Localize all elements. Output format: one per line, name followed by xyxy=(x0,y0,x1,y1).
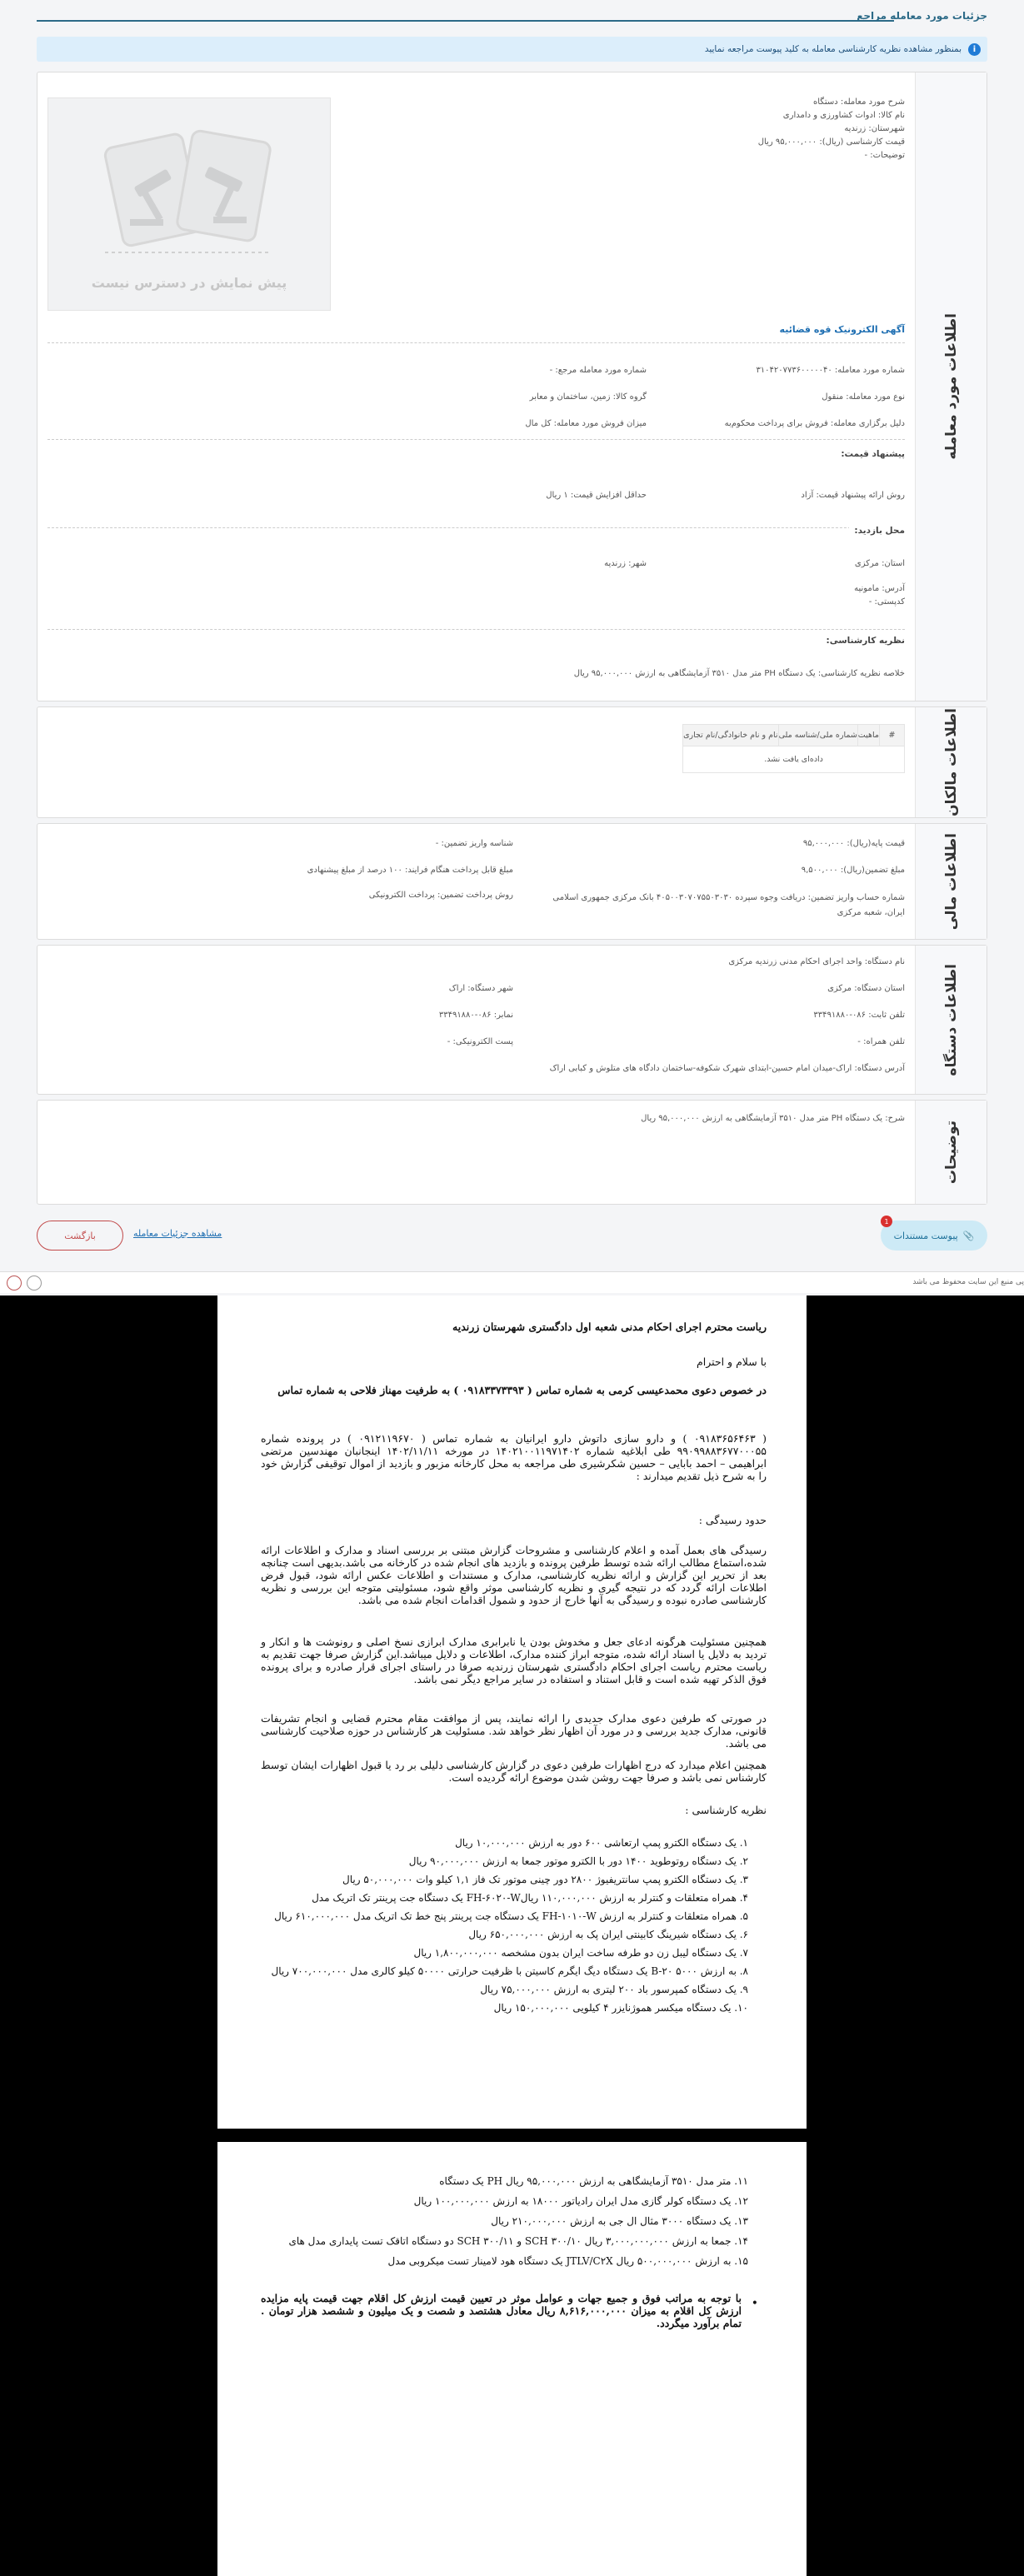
info-notice xyxy=(37,37,987,62)
col-national-id: شماره ملی/شناسه ملی xyxy=(778,725,857,746)
deposit-id: شناسه واریز تضمین: - xyxy=(435,839,513,848)
letter-greeting: با سلام و احترام xyxy=(697,1355,767,1368)
letter-subject: در خصوص دعوی محمدعیسی کرمی به شماره تماس ( ۰۹۱۸۳۳۷۳۳۹۳ ) به طرفیت مهناز فلاحی به شماره تماس xyxy=(277,1384,767,1396)
owners-side xyxy=(915,707,987,817)
unit-city: شهر دستگاه: اراک xyxy=(448,984,513,993)
notes-side xyxy=(915,1101,987,1204)
list-item: ۷. یک دستگاه لیبل زن دو طرفه ساخت ایران بدون مشخصه ۱,۸۰۰,۰۰۰,۰۰۰ ریال xyxy=(413,1947,748,1959)
unit-heading: اطلاعات دستگاه xyxy=(942,963,960,1076)
deal-ref-number: شماره مورد معامله مرجع: - xyxy=(549,366,647,375)
offer-min: حداقل افزایش قیمت: ۱ ریال xyxy=(546,491,647,500)
owners-table xyxy=(682,724,905,773)
attachments-button[interactable] xyxy=(881,1217,987,1251)
list-item: ۱۲. یک دستگاه کولر گازی مدل ایران رادیاتور ۱۸۰۰۰ به ارزش ۱۰۰,۰۰۰,۰۰۰ ریال xyxy=(413,2195,748,2207)
offer-heading: پیشنهاد قیمت: xyxy=(841,449,905,459)
list-item: ۸. به ارزش ۵۰۰۰ B-۲۰ یک دستگاه دیگ ایگرم کاسیتن با ظرفیت حرارتی ۵۰۰۰۰ کیلو کالری مدل ۷۰۰,۰۰۰,۰۰۰ ریال xyxy=(271,1965,748,1977)
info-icon: i xyxy=(968,43,981,56)
letter-final: با توجه به مراتب فوق و جمیع جهات و عوامل موثر در تعیین قیمت ارزش کل اقلام جهت قیمت پایه مزایده ارزش کل اقلام به میزان ۸,۶۱۶,۰۰۰,۰۰۰ ریال معادل هشتصد و شصت و یک میلیون و ششصد هزار تومان . تمام برآورد میگردد. xyxy=(261,2292,742,2329)
deposit-account: شماره حساب واریز تضمین: دریافت وجوه سپرده ۴۰۵۰۰۳۰۷۰۷۵۵۰۳۰۳۰ بانک مرکزی جمهوری اسلامی ایران، شعبه مرکزی xyxy=(552,893,905,917)
owners-body xyxy=(47,707,905,817)
list-item: ۱۳. یک دستگاه ۳۰۰۰ مثال ال جی به ارزش ۲۱۰,۰۰۰,۰۰۰ ریال xyxy=(491,2215,748,2227)
list-item: ۴. همراه متعلقات و کنترلر به ارزش ۱۱۰,۰۰۰,۰۰۰ ریالFH-۶۰۲۰-W یک دستگاه جت پرینتر تک اتریک مدل xyxy=(312,1892,748,1904)
empty-message: داده‌ای یافت نشد. xyxy=(683,746,905,773)
letter-statements: همچنین اعلام میدارد که درج اظهارات طرفین دعوی در گزارش کارشناسی دلیلی بر رد یا قبول اظهارات ایشان توسط کارشناس نمی باشد و صرفا جهت روشن شدن موضوع ارائه گردیده است. xyxy=(261,1759,767,1784)
list-item: ۶. یک دستگاه شیرینگ کابینتی ایران پک به ارزش ۶۵۰,۰۰۰,۰۰۰ ریال xyxy=(468,1929,748,1940)
deal-number: شماره مورد معامله: ۳۱۰۴۲۰۷۷۳۶۰۰۰۰۰۴۰ xyxy=(756,366,905,375)
attachments-count-badge: 1 xyxy=(881,1216,892,1227)
unit-email: پست الکترونیکی: - xyxy=(447,1037,513,1046)
bullet-icon: • xyxy=(751,2297,758,2310)
document-viewer[interactable] xyxy=(0,1295,1024,2576)
attachments-label: پیوست مستندات xyxy=(893,1230,958,1241)
base-price: قیمت پایه(ریال): ۹۵,۰۰۰,۰۰۰ xyxy=(802,839,905,848)
divider xyxy=(47,439,905,440)
unit-province: استان دستگاه: مرکزی xyxy=(827,984,905,993)
logo-icon xyxy=(27,1276,42,1290)
divider xyxy=(47,527,905,528)
footer-text: پی منبع این سایت محفوظ می باشد xyxy=(912,1278,1024,1286)
list-item: ۱۴. جمعا به ارزش ۳,۰۰۰,۰۰۰,۰۰۰ ریال SCH ۳۰۰/۱۰ و SCH ۳۰۰/۱۱ دو دستگاه اتاقک تست پایداری مدل های xyxy=(288,2235,748,2247)
location-heading: محل بازدید: xyxy=(849,526,905,536)
list-item: ۱۱. متر مدل ۳۵۱۰ آزمایشگاهی به ارزش ۹۵,۰۰۰,۰۰۰ ریال PH یک دستگاه xyxy=(439,2175,748,2187)
letter-new-docs: در صورتی که طرفین دعوی مدارک جدیدی را ارائه نمایند، پس از موافقت مقام محترم قضایی و انجام تشریفات قانونی، مدارک جدید بررسی و در مورد آن اظهار نظر خواهد شد. مسئولیت هر کارشناس در حوزه صلاحیت کارشناسی می باشد. xyxy=(261,1712,767,1750)
deal-price: قیمت کارشناسی (ریال): ۹۵,۰۰۰,۰۰۰ ریال xyxy=(757,137,905,147)
unit-phone: تلفن ثابت: ۰۸۶-۳۳۴۹۱۸۸۰ xyxy=(813,1011,905,1020)
footer-bar xyxy=(0,1271,1024,1293)
list-item: ۱. یک دستگاه الکترو پمپ ارتعاشی ۶۰۰ دور به ارزش ۱۰,۰۰۰,۰۰۰ ریال xyxy=(455,1837,748,1849)
letter-page-1 xyxy=(217,1295,807,2129)
deal-group: نام کالا: ادوات کشاورزی و دامداری xyxy=(782,111,905,120)
unit-mobile: تلفن همراه: - xyxy=(857,1037,905,1046)
list-item: ۲. یک دستگاه روتوطوید ۱۴۰۰ دور با الکترو موتور جمعا به ارزش ۹۰,۰۰۰,۰۰۰ ریال xyxy=(408,1855,748,1867)
offer-method: روش ارائه پیشنهاد قیمت: آزاد xyxy=(801,491,905,500)
letter-intro: ( ۰۹۱۸۳۶۵۶۴۶۳ ) و دارو سازی داتوش دارو ایرانیان به شماره تماس ( ۰۹۱۲۱۱۹۶۷۰ ) در پرونده شماره ۹۹۰۹۹۸۸۳۶۷۷۰۰۰۵۵ طی ابلاغیه شماره ۱۴۰۲۱۰۰۱۱۹۷۱۴۰۲ در مورخه ۱۴۰۲/۱۱/۱۱ اینجانبان مهندسین مرتضی ابراهیمی – احمد بابایی – حسین شکرشیری طی مراجعه به محل کارخانه مزبور و بازدید از اموال توقیفی گزارش خود را به شرح ذیل تقدیم میدارند : xyxy=(261,1432,767,1482)
deal-reason: دلیل برگزاری معامله: فروش برای پرداخت محکوم‌به xyxy=(724,419,905,428)
notes-heading: توضیحات xyxy=(942,1120,960,1185)
paperclip-icon: 📎 xyxy=(962,1230,975,1241)
deal-desc: شرح مورد معامله: دستگاه xyxy=(813,97,905,107)
deal-explain: توضیحات: - xyxy=(864,151,905,160)
notes-body xyxy=(47,1101,905,1204)
deal-info-panel xyxy=(37,72,987,701)
image-unavailable-text: پیش نمایش در دسترس نیست xyxy=(91,275,287,291)
notes-panel xyxy=(37,1100,987,1205)
list-item: ۳. یک دستگاه الکترو پمپ سانتریفیوژ ۲۸۰۰ دور چینی موتور تک فاز ۱,۱ کیلو وات ۵۰,۰۰۰,۰۰۰ ریال xyxy=(342,1874,748,1885)
unit-body xyxy=(47,946,905,1094)
ad-title-link[interactable]: آگهی الکترونیک قوه قضائیه xyxy=(779,324,905,335)
letter-opinion-heading: نظریه کارشناسی : xyxy=(685,1804,767,1816)
back-button[interactable]: بازگشت xyxy=(37,1221,123,1251)
notice-text: بمنظور مشاهده نظریه کارشناسی معامله به کلید پیوست مراجعه نمایید xyxy=(704,44,962,54)
owners-panel xyxy=(37,706,987,818)
location-city: شهر: زرندیه xyxy=(604,559,647,568)
unit-address: آدرس دستگاه: اراک-میدان امام حسین-ابتدای شهرک شکوفه-ساختمان دادگاه های متلوش و کبابی اراک xyxy=(549,1064,905,1073)
deal-city: شهرستان: زرندیه xyxy=(844,124,905,133)
notes-text: شرح: یک دستگاه PH متر مدل ۳۵۱۰ آزمایشگاهی به ارزش ۹۵,۰۰۰,۰۰۰ ریال xyxy=(641,1114,905,1123)
unit-fax: نمابر: ۰۸۶-۳۳۴۹۱۸۸۰ xyxy=(438,1011,513,1020)
deposit-amount: مبلغ تضمین(ریال): ۹,۵۰۰,۰۰۰ xyxy=(801,866,905,875)
deal-share: میزان فروش مورد معامله: کل مال xyxy=(525,419,647,428)
deal-type: نوع مورد معامله: منقول xyxy=(822,392,905,402)
expert-summary: خلاصه نظریه کارشناسی: یک دستگاه PH متر مدل ۳۵۱۰ آزمایشگاهی به ارزش ۹۵,۰۰۰,۰۰۰ ریال xyxy=(573,669,905,678)
gavel-icon xyxy=(97,115,280,265)
title-divider xyxy=(37,20,894,22)
table-header-row xyxy=(683,725,905,746)
financial-panel xyxy=(37,823,987,940)
letter-responsibility: همچنین مسئولیت هرگونه ادعای جعل و مخدوش بودن یا نابرابری مدارک ابرازی نسخ اصلی و رونوشت ها و انکار و تردید به دلایل یا اسناد ارائه شده، متوجه ابراز کننده مدارک، اطلاعات و دلایل میباشد.این گزارش صرفا جهت تقدیم به ریاست محترم ریاست اجرای احکام دادگستری شهرستان زرندیه صرفا در راستای اجرای قرار صادره و برای پرونده فوق الذکر تهیه شده است و قابل استناد و استفاده در سایر مراجع دیگر نمی باشد. xyxy=(261,1635,767,1685)
emblem-icon xyxy=(7,1276,22,1290)
financial-side xyxy=(915,824,987,939)
list-item: ۱۵. به ارزش ۵۰۰,۰۰۰,۰۰۰ ریال JTLV/C۲X یک دستگاه هود لامینار تست میکروبی مدل xyxy=(387,2255,748,2267)
unit-panel xyxy=(37,945,987,1095)
table-row xyxy=(683,746,905,773)
location-address: آدرس: مامونیه xyxy=(854,584,905,593)
divider xyxy=(47,629,905,630)
deposit-pay-method: روش پرداخت تضمین: پرداخت الکترونیکی xyxy=(368,891,513,900)
financial-body xyxy=(47,824,905,939)
deal-info-heading: اطلاعات مورد معامله xyxy=(942,313,960,460)
image-placeholder xyxy=(47,97,331,311)
page-title: جزئیات مورد معامله مراجع xyxy=(857,10,987,22)
col-index: # xyxy=(880,725,905,746)
details-page xyxy=(37,0,987,1271)
location-postal: کدپستی: - xyxy=(868,597,905,607)
down-payment: مبلغ قابل پرداخت هنگام فرایند: ۱۰۰ درصد از مبلغ پیشنهادی xyxy=(307,866,513,875)
list-item: ۵. همراه متعلقات و کنترلر به ارزش FH-۱۰۱۰-W یک دستگاه جت پرینتر پنج خط تک اتریک مدل ۶۱۰,۰۰۰,۰۰۰ ریال xyxy=(274,1910,748,1922)
divider xyxy=(47,342,905,343)
expert-heading: نظریه کارشناسی: xyxy=(826,636,905,646)
deal-info-body xyxy=(47,72,905,701)
letter-scope: رسیدگی های بعمل آمده و اعلام کارشناسی و مشروحات گزارش مبتنی بر بررسی اسناد و مدارک و اطلاعات ارائه شده،استماع مطالب ارائه شده توسط طرفین پرونده و بازدید های انجام شده در کارخانه می باشد.بدیهی است چنانچه بعد از تحریر این گزارش و ارائه نظریه کارشناسی، مدارک و مستندات و اطلاعات عکس ارائه شود، قبول فرض اطلاعات ارائه گردد که در نتیجه گیری و نظریه کارشناسی موثر واقع شود، مسئولیتی متوجه این بررسی و نظریه کارشناسی صادره نبوده و رسیدگی به آنها خارج از حدود و شمول اقدامات انجام شده می باشد. xyxy=(261,1544,767,1606)
location-province: استان: مرکزی xyxy=(854,559,905,568)
letter-scope-heading: حدود رسیدگی : xyxy=(698,1514,767,1526)
list-item: ۱۰. یک دستگاه میکسر هموژنایزر ۴ کیلویی ۱۵۰,۰۰۰,۰۰۰ ریال xyxy=(493,2002,748,2014)
col-name: نام و نام خانوادگی/نام تجاری xyxy=(683,725,778,746)
unit-side xyxy=(915,946,987,1094)
owners-heading: اطلاعات مالکان xyxy=(942,708,960,816)
financial-heading: اطلاعات مالی xyxy=(942,832,960,931)
letter-page-2 xyxy=(217,2142,807,2576)
deal-category: گروه کالا: زمین، ساختمان و معابر xyxy=(529,392,647,402)
unit-name: نام دستگاه: واحد اجرای احکام مدنی زرندیه مرکزی xyxy=(728,957,905,966)
deal-info-side xyxy=(915,72,987,701)
deal-details-link[interactable]: مشاهده جزئیات معامله xyxy=(133,1228,222,1239)
list-item: ۹. یک دستگاه کمپرسور باد ۲۰۰ لیتری به ارزش ۷۵,۰۰۰,۰۰۰ ریال xyxy=(480,1984,748,1995)
col-type: ماهیت xyxy=(857,725,879,746)
letter-recipient: ریاست محترم اجرای احکام مدنی شعبه اول دادگستری شهرستان زرندیه xyxy=(452,1320,767,1333)
